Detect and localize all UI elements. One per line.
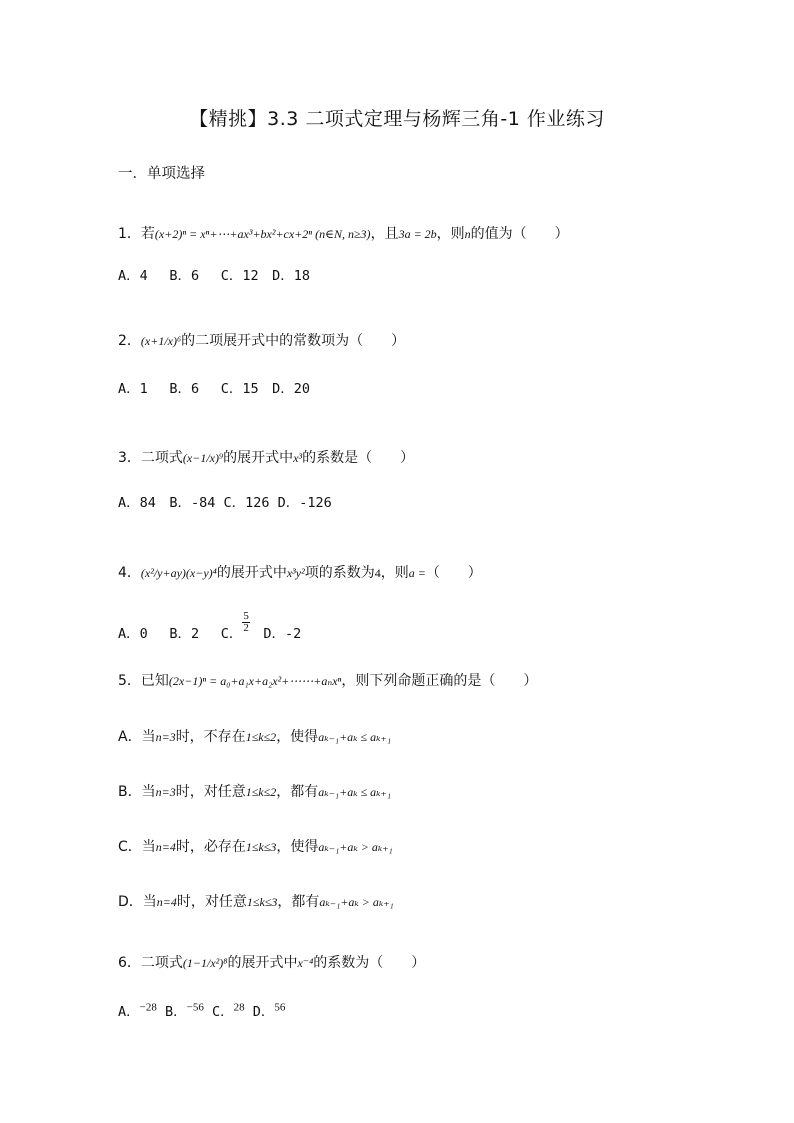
q5-option-b [118, 781, 391, 801]
option-condition: n=3 [155, 730, 176, 744]
q4-text-mid3: ，则 [380, 565, 409, 581]
option-formula: aₖ₋₁+aₖ ≤ aₖ₊₁ [318, 785, 392, 799]
q3-text-post: 的系数是（ ） [302, 450, 415, 466]
option-text: 时，对任意 [176, 894, 247, 910]
q4-formula: (x²/y+ay)(x−y)⁴ [140, 566, 217, 580]
q6-text-pre: 二项式 [140, 955, 183, 971]
section-heading: 一．单项选择 [118, 166, 205, 182]
q1-formula: (x+2)ⁿ = xⁿ+⋯+ax³+bx²+cx+2ⁿ (n∈N, n≥3) [154, 227, 371, 241]
q5-option-c [118, 836, 393, 856]
question-5 [118, 670, 537, 690]
q4-option-c-fraction [242, 611, 250, 634]
option-label: D．当 [118, 894, 157, 910]
q1-text-pre: 若 [140, 226, 155, 242]
q4-text-mid: 的展开式中 [216, 565, 287, 581]
q1-text-post: 的值为（ ） [470, 226, 569, 242]
option-condition: n=3 [155, 785, 176, 799]
question-number: 6． [118, 955, 141, 971]
option-text2: ，使得 [276, 839, 319, 855]
q5-option-a [118, 726, 391, 746]
q1-variable: n [464, 227, 471, 241]
q5-formula: (2x−1)ⁿ = a₀+a₁x+a₂x²+⋯⋯+aₙxⁿ [168, 674, 342, 688]
q4-option-d: D．-2 [263, 626, 302, 642]
question-1 [118, 223, 569, 243]
option-label: B．当 [118, 784, 156, 800]
q6-options [118, 1000, 285, 1020]
q2-text-post: 的二项展开式中的常数项为（ ） [181, 333, 406, 349]
q3-text-pre: 二项式 [140, 450, 183, 466]
q2-options: A．1 B．6 C．15 D．20 [118, 381, 311, 397]
q1-text-mid2: ，则 [436, 226, 465, 242]
q6-formula: (1−1/x²)⁸ [182, 956, 228, 970]
option-label: C． [212, 1004, 234, 1020]
question-2 [118, 330, 405, 350]
question-number: 1． [118, 226, 141, 242]
q4-options-ab: A．0 B．2 C． [118, 626, 243, 642]
option-label: B． [165, 1004, 187, 1020]
option-text2: ，使得 [276, 729, 319, 745]
question-4 [118, 562, 482, 582]
option-value: −28 [139, 1001, 157, 1014]
fraction-numerator: 5 [243, 609, 249, 622]
option-text: 时，不存在 [175, 729, 246, 745]
option-range: 1≤k≤2 [245, 730, 277, 744]
option-formula: aₖ₋₁+aₖ ≤ aₖ₊₁ [318, 730, 392, 744]
q6-term: x⁻⁴ [297, 956, 314, 970]
option-range: 1≤k≤3 [245, 840, 277, 854]
option-value: 56 [274, 1001, 286, 1014]
option-label: A．当 [118, 729, 156, 745]
option-label: C．当 [118, 839, 156, 855]
question-6 [118, 952, 425, 972]
q1-text-mid: ，且 [370, 226, 399, 242]
option-text: 时，必存在 [175, 839, 246, 855]
question-number: 3． [118, 450, 141, 466]
option-formula: aₖ₋₁+aₖ > aₖ₊₁ [319, 895, 394, 909]
q5-option-d [118, 891, 394, 911]
option-condition: n=4 [155, 840, 176, 854]
option-text2: ，都有 [277, 894, 320, 910]
q4-variable: a = [408, 566, 426, 580]
q3-text-mid: 的展开式中 [223, 450, 294, 466]
question-number: 2． [118, 333, 141, 349]
question-number: 5． [118, 673, 141, 689]
option-value: −56 [186, 1001, 204, 1014]
option-label: D． [252, 1004, 275, 1020]
q4-text-post: （ ） [425, 565, 482, 581]
option-range: 1≤k≤3 [246, 895, 278, 909]
q3-formula: (x−1/x)⁹ [182, 451, 224, 465]
q5-text-pre: 已知 [140, 673, 169, 689]
option-condition: n=4 [156, 895, 177, 909]
q3-options: A．84 B．-84 C．126 D．-126 [118, 495, 332, 511]
q1-condition: 3a = 2b [398, 227, 437, 241]
document-title: 【精挑】3.3 二项式定理与杨辉三角-1 作业练习 [189, 108, 605, 130]
option-text2: ，都有 [276, 784, 319, 800]
q6-text-post: 的系数为（ ） [313, 955, 426, 971]
q1-options: A．4 B．6 C．12 D．18 [118, 268, 311, 284]
option-text: 时，对任意 [175, 784, 246, 800]
question-3 [118, 447, 414, 467]
q4-text-mid2: 项的系数为 [304, 565, 375, 581]
option-formula: aₖ₋₁+aₖ > aₖ₊₁ [318, 840, 393, 854]
q4-options [118, 609, 302, 646]
q4-value: 4 [374, 566, 381, 580]
q4-term: x³y² [286, 566, 305, 580]
option-label: A． [118, 1004, 140, 1020]
option-value: 28 [233, 1001, 245, 1014]
q6-text-mid: 的展开式中 [227, 955, 298, 971]
q5-text-post: ，则下列命题正确的是（ ） [341, 673, 538, 689]
question-number: 4． [118, 565, 141, 581]
option-range: 1≤k≤2 [245, 785, 277, 799]
q2-formula: (x+1/x)⁶ [140, 334, 182, 348]
fraction-denominator: 2 [243, 621, 249, 634]
q3-term: x³ [293, 451, 303, 465]
